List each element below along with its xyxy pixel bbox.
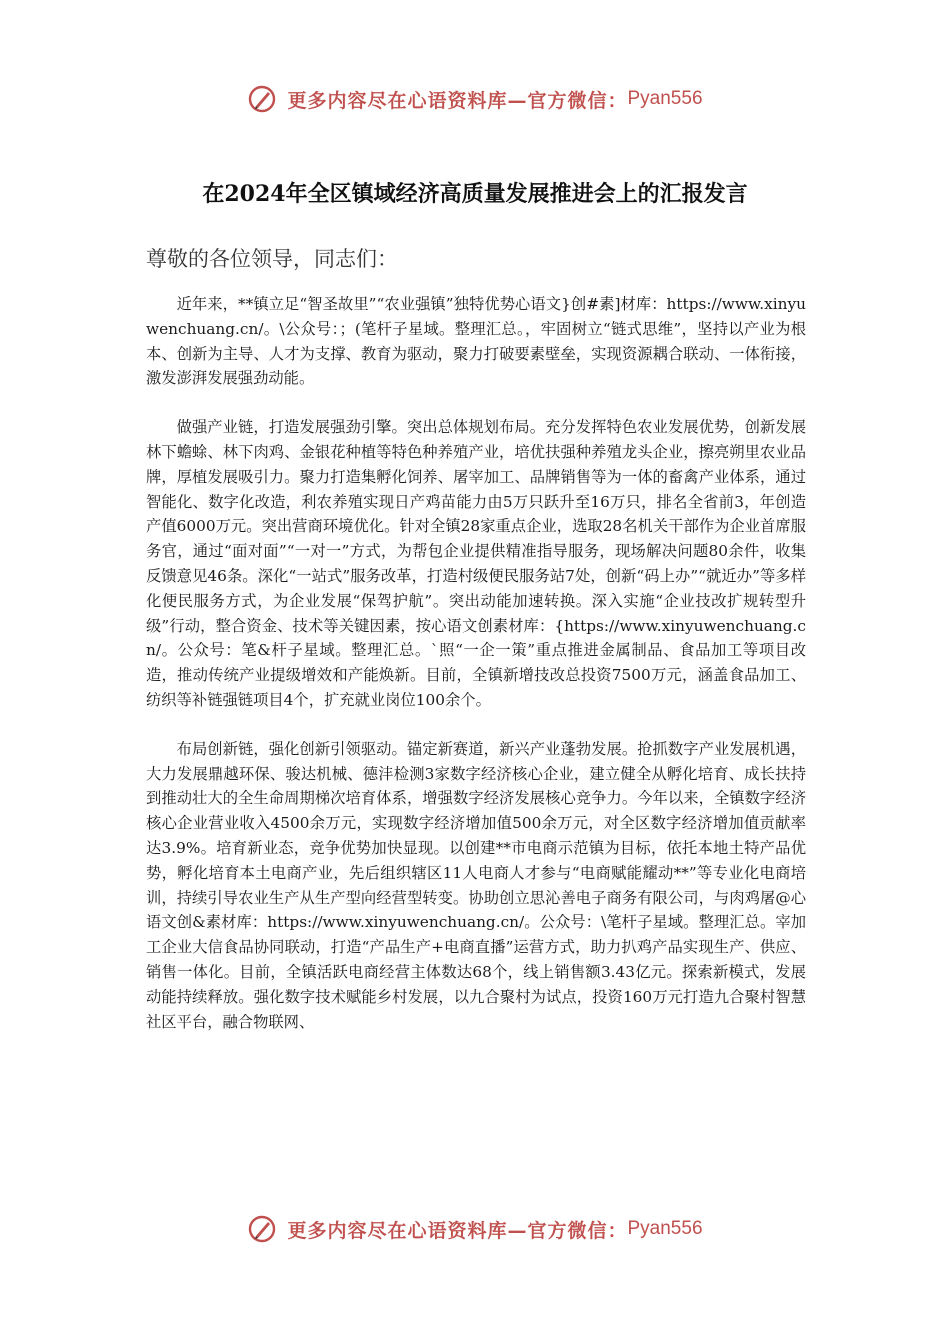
paragraph-intro: 近年来，**镇立足“智圣故里”“农业强镇”独特优势心语文}创#素]材库：https://www.xinyuwenchuang.cn/。\公众号：；(笔杆子星域。整理汇总。，牢固树立“链式思维”，坚持以产业为根本、创新为主导、人才为支撑、教育为驱动，聚力打破要素壁垒，实现资源耦合联动、一体衔接，激发澎湃发展强劲动能。	[146, 295, 806, 388]
pen-logo-icon	[247, 1214, 277, 1244]
document-title: 在2024年全区镇域经济高质量发展推进会上的汇报发言	[202, 181, 748, 207]
greeting: 尊敬的各位领导，同志们：	[146, 247, 398, 271]
watermark-text: 更多内容尽在心语资料库—官方微信：	[287, 89, 628, 112]
pen-logo-icon	[247, 84, 277, 114]
paragraph-industry-chain: 做强产业链，打造发展强劲引擎。突出总体规划布局。充分发挥特色农业发展优势，创新发展林下蟾蜍、林下肉鸡、金银花种植等特色种养殖产业，培优扶强种养殖龙头企业，擦亮朔里农业品牌，厚植发展吸引力。聚力打造集孵化饲养、屠宰加工、品牌销售等为一体的畜禽产业体系，通过智能化、数字化改造，利农养殖实现日产鸡苗能力由5万只跃升至16万只，排名全省前3，年创造产值6000万元。突出营商环境优化。针对全镇28家重点企业，选取28名机关干部作为企业首席服务官，通过“面对面”“一对一”方式，为帮包企业提供精准指导服务，现场解决问题80余件，收集反馈意见46条。深化“一站式”服务改革，打造村级便民服务站7处，创新“码上办”“就近办”等多样化便民服务方式，为企业发展“保驾护航”。突出动能加速转换。深入实施“企业技改扩规转型升级”行动，整合资金、技术等关键因素，按心语文创素材库：{https://www.xinyuwenchuang.cn/。公众号：笔&杆子星域。整理汇总。`照“一企一策”重点推进金属制品、食品加工等项目改造，推动传统产业提级增效和产能焕新。目前，全镇新增技改总投资7500万元，涵盖食品加工、纺织等补链强链项目4个，扩充就业岗位100余个。	[146, 418, 806, 709]
document-body	[146, 292, 806, 1058]
watermark-handle: Pyan556	[627, 1218, 703, 1239]
watermark-banner-top	[0, 84, 950, 114]
paragraph-innovation-chain: 布局创新链，强化创新引领驱动。锚定新赛道，新兴产业蓬勃发展。抢抓数字产业发展机遇，大力发展鼎越环保、骏达机械、德沣检测3家数字经济核心企业，建立健全从孵化培育、成长扶持到推动壮大的全生命周期梯次培育体系，增强数字经济发展核心竞争力。今年以来，全镇数字经济核心企业营业收入4500余万元，实现数字经济增加值500余万元，对全区数字经济增加值贡献率达3.9%。培育新业态，竞争优势加快显现。以创建**市电商示范镇为目标，依托本地土特产品优势，孵化培育本土电商产业，先后组织辖区11人电商人才参与“电商赋能耀动**”等专业化电商培训，持续引导农业生产从生产型向经营型转变。协助创立思沁善电子商务有限公司，与肉鸡屠@心语文创&素材库：https://www.xinyuwenchuang.cn/。公众号：\笔杆子星域。整理汇总。宰加工企业大信食品协同联动，打造“产品生产+电商直播”运营方式，助力扒鸡产品实现生产、供应、销售一体化。目前，全镇活跃电商经营主体数达68个，线上销售额3.43亿元。探索新模式，发展动能持续释放。强化数字技术赋能乡村发展，以九合聚村为试点，投资160万元打造九合聚村智慧社区平台，融合物联网、	[146, 739, 806, 1031]
watermark-banner-bottom	[0, 1214, 950, 1244]
watermark-text: 更多内容尽在心语资料库—官方微信：	[287, 1219, 628, 1242]
watermark-handle: Pyan556	[627, 88, 703, 109]
